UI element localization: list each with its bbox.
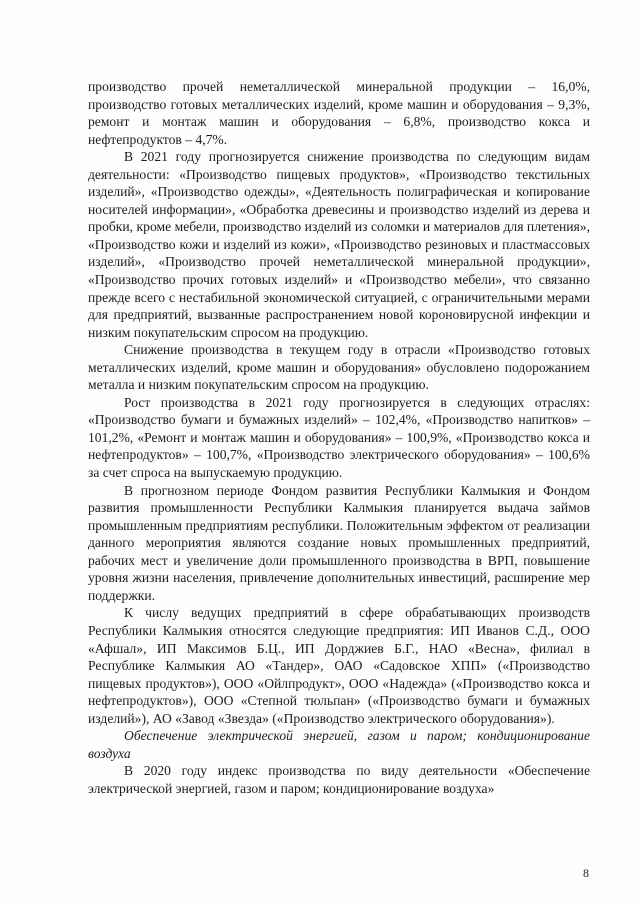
paragraph-continuation: производство прочей неметаллической минеральной продукции – 16,0%, производство готовых металлических изделий, кроме машин и оборудования – 9,3%, ремонт и монтаж машин и оборудования – 6,8%, производство кокса и нефтепродуктов – 4,7%. (88, 79, 590, 147)
paragraph-leading-enterprises: К числу ведущих предприятий в сфере обрабатывающих производств Республики Калмыкия относятся следующие предприятия: ИП Иванов С.Д., ООО «Афшал», ИП Максимов Б.Ц., ИП Дорджиев Б.Г., НАО «Весна», филиал в Республике Калмыкия АО «Тандер», ОАО «Садовское ХПП» («Производство пищевых продуктов»), ООО «Ойлпродукт», ООО «Надежда» («Производство кокса и нефтепродуктов»), ООО «Степной тюльпан» («Производство бумаги и бумажных изделий»), АО «Завод «Звезда» («Производство электрического оборудования»). (88, 605, 590, 726)
paragraph-energy-index: В 2020 году индекс производства по виду деятельности «Обеспечение электрической энергией, газом и паром; кондиционирование воздуха» (88, 763, 590, 796)
paragraph-development-fund: В прогнозном периоде Фондом развития Республики Калмыкия и Фондом развития промышленности Республики Калмыкия планируется выдача займов промышленным предприятиям республики. Положительным эффектом от реализации данного мероприятия являются создание новых промышленных предприятий, рабочих мест и увеличение доли промышленного производства в ВРП, повышение уровня жизни населения, привлечение дополнительных инвестиций, расширение мер поддержки. (88, 482, 590, 603)
paragraph-growth-forecast: Рост производства в 2021 году прогнозируется в следующих отраслях: «Производство бумаги и бумажных изделий» – 102,4%, «Производство напитков» – 101,2%, «Ремонт и монтаж машин и оборудования» – 100,9%, «Производство кокса и нефтепродуктов» – 100,7%, «Производство электрического оборудования» – 100,6% за счет спроса на выпускаемую продукцию. (88, 394, 590, 481)
paragraph-metal-products: Снижение производства в текущем году в отрасли «Производство готовых металлических изделий, кроме машин и оборудования» обусловлено подорожанием металла и низким покупательским спросом на продукцию. (88, 342, 590, 393)
paragraph-decline-forecast: В 2021 году прогнозируется снижение производства по следующим видам деятельности: «Производство пищевых продуктов», «Производство текстильных изделий», «Производство одежды», «Деятельность полиграфическая и копирование носителей информации», «Обработка древесины и производство изделий из дерева и пробки, кроме мебели, производство изделий из соломки и материалов для плетения», «Производство кожи и изделий из кожи», «Производство резиновых и пластмассовых изделий», «Производство прочей неметаллической минеральной продукции», «Производство прочих готовых изделий» и «Производство мебели», что связанно прежде всего с нестабильной экономической ситуацией, с ограничительными мерами для предприятий, вызванные распространением новой короновирусной инфекции и низким покупательским спросом на продукцию. (88, 149, 590, 340)
document-body (88, 78, 590, 797)
section-heading-energy: Обеспечение электрической энергией, газом и паром; кондиционирование воздуха (88, 728, 590, 761)
page-number: 8 (583, 866, 589, 880)
